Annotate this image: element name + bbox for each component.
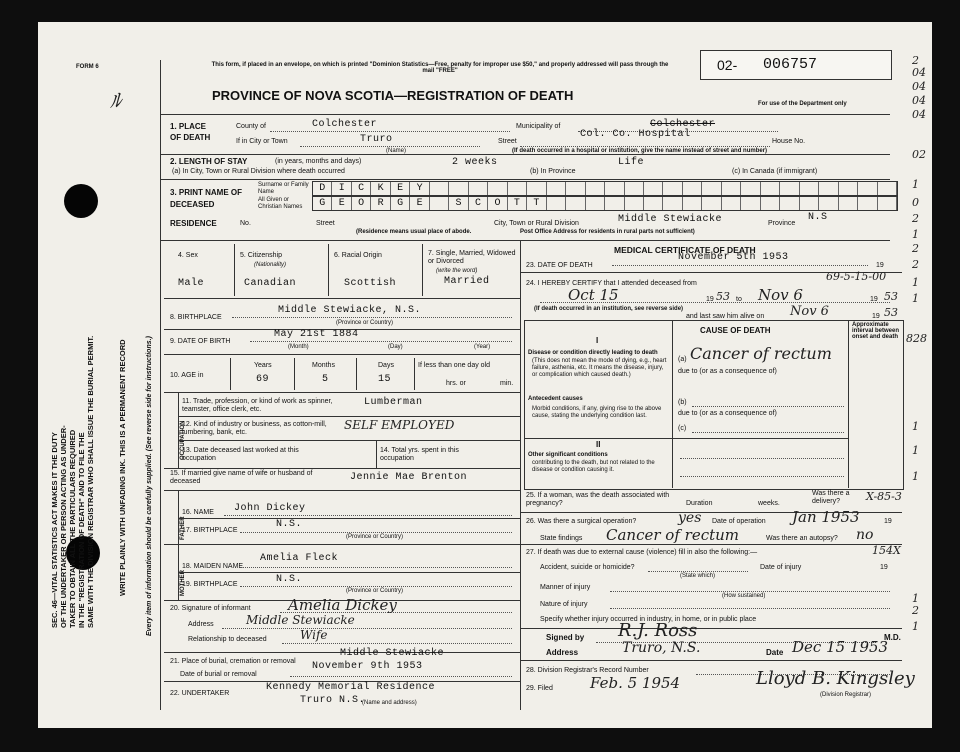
- given-letter-cell: [586, 197, 605, 210]
- marital-status-sub: (write the word): [436, 268, 478, 274]
- given-letter-cell: [741, 197, 760, 210]
- attended-label: 24. I HEREBY CERTIFY that I attended deceased from: [526, 280, 697, 287]
- date-of-death-label: 23. DATE OF DEATH: [526, 262, 593, 269]
- minutes-label: min.: [500, 380, 514, 387]
- dob-month-sub: (Month): [288, 344, 309, 350]
- given-letter-cell: [605, 197, 624, 210]
- residence-no-label: No.: [240, 220, 251, 227]
- margin-code: 1: [912, 620, 919, 633]
- handwritten-mark-corner: ﾙ: [110, 89, 122, 114]
- side-instruction-4: IN THE "REGISTRATION OF DEATH" AND TO FILE THE: [77, 432, 86, 628]
- surname-letter-cell: K: [371, 182, 390, 195]
- stay-city-label: (a) In City, Town or Rural Division where death occurred: [172, 168, 345, 175]
- age-months-label: Months: [312, 362, 335, 369]
- nature-of-injury-label: Nature of injury: [540, 601, 588, 608]
- surname-letter-cell: [488, 182, 507, 195]
- residence-street-label: Street: [316, 220, 335, 227]
- margin-code: 1: [912, 276, 919, 289]
- sex-value: Male: [178, 278, 205, 289]
- surname-letter-cell: [741, 182, 760, 195]
- surname-letter-cell: Y: [410, 182, 429, 195]
- mother-birthplace-label: 19. BIRTHPLACE: [182, 581, 238, 588]
- margin-code: 2: [912, 242, 919, 255]
- mother-birthplace-value: N.S.: [276, 574, 303, 585]
- margin-code: 1: [912, 444, 919, 457]
- relationship-value: Wife: [300, 628, 328, 642]
- cause-a-marker: (a): [678, 356, 687, 363]
- surname-letter-cell: C: [352, 182, 371, 195]
- surname-letter-cell: [586, 182, 605, 195]
- undertaker-label: 22. UNDERTAKER: [170, 690, 230, 697]
- cause-c-marker: (c): [678, 425, 687, 432]
- margin-code: 0: [912, 196, 919, 209]
- registrar-signature: Lloyd B. Kingsley: [756, 668, 915, 689]
- surname-letter-cell: [449, 182, 468, 195]
- due-to-a-label: due to (or as a consequence of): [678, 368, 777, 375]
- date-of-birth-label: 9. DATE OF BIRTH: [170, 338, 231, 345]
- name-note: (Name): [386, 148, 407, 154]
- cause-b-marker: (b): [678, 399, 687, 406]
- margin-code: 1: [912, 228, 919, 241]
- surname-letter-cell: E: [391, 182, 410, 195]
- hospital-note: (If death occurred in a hospital or institution, give the name instead of street and number): [512, 148, 768, 154]
- citizenship-sub: (Nationality): [254, 262, 287, 268]
- mother-birthplace-sub: (Province or Country): [346, 588, 404, 594]
- surname-letter-cell: [625, 182, 644, 195]
- surname-letter-cell: [683, 182, 702, 195]
- citizenship-label: 5. Citizenship: [240, 252, 283, 259]
- attended-to-year: 53: [884, 290, 898, 303]
- surname-letter-cell: [527, 182, 546, 195]
- spouse-label: 15. If married give name of wife or husband of deceased: [170, 470, 313, 485]
- informant-address-label: Address: [188, 621, 214, 628]
- given-letter-cell: S: [449, 197, 468, 210]
- certificate-date-value: Dec 15 1953: [792, 638, 889, 656]
- spouse-value: Jennie Mae Brenton: [350, 472, 468, 483]
- autopsy-value: no: [856, 527, 874, 543]
- citizenship-value: Canadian: [244, 278, 297, 289]
- given-letter-cell: E: [332, 197, 351, 210]
- hours-label: hrs. or: [446, 380, 466, 387]
- residence-division-value: Middle Stewiacke: [618, 214, 723, 225]
- undertaker-town: Truro N.S.: [300, 695, 366, 706]
- place-of-death-label: 1. PLACE OF DEATH: [170, 122, 211, 142]
- registration-number-box: [700, 50, 892, 80]
- date-of-death-year-prefix: 19: [876, 262, 884, 269]
- given-letter-cell: O: [352, 197, 371, 210]
- side-instruction-1: SEC. 46—VITAL STATISTICS ACT MAKES IT THE DUTY: [50, 432, 59, 628]
- stay-province-label: (b) In Province: [530, 168, 576, 175]
- form-title: PROVINCE OF NOVA SCOTIA—REGISTRATION OF DEATH: [212, 88, 574, 103]
- institution-note: (If death occurred in an institution, see reverse side): [534, 306, 684, 312]
- surname-letter-cell: [508, 182, 527, 195]
- registration-prefix: 02-: [717, 57, 738, 73]
- roman-one: I: [596, 336, 599, 345]
- autopsy-label: Was there an autopsy?: [766, 535, 838, 542]
- surgical-operation-label: 26. Was there a surgical operation?: [526, 518, 637, 525]
- given-letter-cell: E: [410, 197, 429, 210]
- surname-letter-cell: [547, 182, 566, 195]
- surname-letter-cell: [702, 182, 721, 195]
- certificate-date-label: Date: [766, 648, 784, 657]
- attended-to-label: to: [736, 296, 742, 303]
- delivery-label: Was there a delivery?: [812, 490, 850, 505]
- attended-to-value: Nov 6: [758, 286, 803, 304]
- trade-value: Lumberman: [364, 397, 423, 408]
- marital-status-value: Married: [444, 276, 490, 287]
- age-months-value: 5: [322, 374, 329, 385]
- age-code-stamp: 69-5-15-00: [826, 270, 887, 283]
- father-birthplace-value: N.S.: [276, 519, 303, 530]
- given-letter-cell: [566, 197, 585, 210]
- dob-day-sub: (Day): [388, 344, 403, 350]
- given-letter-cell: G: [313, 197, 332, 210]
- surname-letter-cell: [722, 182, 741, 195]
- operation-year-prefix: 19: [884, 518, 892, 525]
- surname-letter-cell: [839, 182, 858, 195]
- age-label: 10. AGE in: [170, 372, 204, 379]
- side-instruction-7: Every item of information should be carefully supplied. (See reverse side for instructions.): [146, 336, 153, 636]
- margin-code: 828: [906, 332, 927, 345]
- given-letter-cell: [839, 197, 858, 210]
- department-use-note: For use of the Department only: [758, 101, 847, 107]
- county-label: County of: [236, 123, 266, 130]
- given-letter-cell: [547, 197, 566, 210]
- physician-address-label: Address: [546, 648, 579, 657]
- surname-letter-cell: [780, 182, 799, 195]
- father-birthplace-sub: (Province or Country): [346, 534, 404, 540]
- father-name-value: John Dickey: [234, 503, 306, 514]
- surname-letter-cell: I: [332, 182, 351, 195]
- margin-code: 2: [912, 54, 919, 67]
- given-names-grid: [312, 196, 898, 211]
- medical-certificate-title: MEDICAL CERTIFICATE OF DEATH: [614, 245, 756, 255]
- residence-note-1: (Residence means usual place of abode.: [356, 229, 472, 235]
- pregnancy-duration-label: Duration: [686, 500, 713, 507]
- birthplace-label: 8. BIRTHPLACE: [170, 314, 222, 321]
- municipality-label: Municipality of: [516, 123, 561, 130]
- margin-code: 02: [912, 148, 926, 161]
- given-letter-cell: [625, 197, 644, 210]
- attended-from-year-prefix: 19: [706, 296, 714, 303]
- given-names-label: All Given or Christian Names: [258, 197, 303, 210]
- findings-label: State findings: [540, 535, 583, 542]
- registration-number: 006757: [763, 56, 818, 73]
- industry-label: 12. Kind of industry or business, as cotton-mill, lumbering, bank, etc.: [182, 421, 327, 436]
- burial-place-label: 21. Place of burial, cremation or removal: [170, 658, 296, 665]
- stay-city-value: 2 weeks: [452, 157, 498, 168]
- given-letter-cell: O: [488, 197, 507, 210]
- surname-letter-cell: [858, 182, 877, 195]
- total-years-label: 14. Total yrs. spent in this occupation: [380, 447, 459, 462]
- margin-code: 1: [912, 178, 919, 191]
- father-side-label: FATHER: [180, 516, 186, 540]
- racial-origin-value: Scottish: [344, 278, 397, 289]
- accident-label: Accident, suicide or homicide?: [540, 564, 635, 571]
- given-letter-cell: [761, 197, 780, 210]
- antecedent-label: Antecedent causes: [528, 396, 583, 402]
- street-value: Col. Co. Hospital: [580, 129, 691, 140]
- pregnancy-weeks-label: weeks.: [758, 500, 780, 507]
- father-name-label: 16. NAME: [182, 509, 214, 516]
- racial-origin-label: 6. Racial Origin: [334, 252, 382, 259]
- margin-code: 2: [912, 604, 919, 617]
- last-seen-label: and last saw him alive on: [686, 313, 765, 320]
- given-letter-cell: [430, 197, 449, 210]
- side-instruction-5: SAME WITH THE DIVISION REGISTRAR WHO SHALL ISSUE THE BURIAL PERMIT.: [86, 335, 95, 628]
- city-label: If in City or Town: [236, 138, 288, 145]
- date-of-birth-value: May 21st 1884: [274, 329, 359, 340]
- physician-address-value: Truro, N.S.: [622, 640, 701, 656]
- informant-label: 20. Signature of informant: [170, 605, 251, 612]
- given-letter-cell: G: [391, 197, 410, 210]
- surname-letter-cell: [878, 182, 897, 195]
- filed-date-value: Feb. 5 1954: [590, 674, 681, 692]
- immediate-cause-note: (This does not mean the mode of dying, e.g., heart failure, asthenia, etc. It means the disease, injury, or complication which caused death.): [532, 358, 667, 378]
- surname-label: Surname or Family Name: [258, 182, 309, 195]
- given-letter-cell: T: [508, 197, 527, 210]
- signed-by-label: Signed by: [546, 633, 585, 642]
- length-of-stay-label: 2. LENGTH OF STAY: [170, 157, 248, 166]
- informant-signature: Amelia Dickey: [288, 596, 397, 614]
- margin-code: 04: [912, 80, 926, 93]
- given-letter-cell: [644, 197, 663, 210]
- birthplace-value: Middle Stewiacke, N.S.: [278, 305, 422, 316]
- side-instruction-3: TAKER TO OBTAIN ALL THE PARTICULARS REQUIRED: [68, 429, 77, 628]
- registrar-record-number-label: 28. Division Registrar's Record Number: [526, 667, 649, 674]
- mother-maiden-name-label: 18. MAIDEN NAME: [182, 563, 244, 570]
- date-of-death-value: November 5th 1953: [678, 252, 789, 263]
- md-label: M.D.: [884, 633, 901, 642]
- operation-date-value: Jan 1953: [792, 508, 860, 526]
- length-of-stay-desc: (in years, months and days): [275, 158, 362, 165]
- cause-a-value: Cancer of rectum: [690, 344, 832, 363]
- birthplace-sub: (Province or Country): [336, 320, 394, 326]
- name-of-deceased-label: 3. PRINT NAME OF DECEASED: [170, 188, 243, 209]
- margin-code: 2: [912, 212, 919, 225]
- margin-code: 1: [912, 470, 919, 483]
- attended-to-year-prefix: 19: [870, 296, 878, 303]
- findings-value: Cancer of rectum: [606, 526, 740, 544]
- occupation-side-label: OCCUPATION: [180, 420, 186, 460]
- antecedent-note: Morbid conditions, if any, giving rise to the above cause, stating the underlying condition last.: [532, 406, 662, 419]
- injury-date-label: Date of injury: [760, 564, 802, 571]
- given-letter-cell: [819, 197, 838, 210]
- residence-label: RESIDENCE: [170, 219, 217, 228]
- registrar-sub: (Division Registrar): [820, 692, 872, 698]
- interval-header: Approximate interval between onset and death: [852, 322, 900, 340]
- side-instruction-2: OF THE UNDERTAKER OR PERSON ACTING AS UNDER-: [59, 425, 68, 628]
- age-days-label: Days: [378, 362, 394, 369]
- informant-address-value: Middle Stewiacke: [246, 613, 355, 627]
- code-stamp-a: X-85-3: [866, 490, 902, 503]
- external-cause-label: 27. If death was due to external cause (violence) fill in also the following:—: [526, 549, 758, 556]
- given-letter-cell: [878, 197, 897, 210]
- given-letter-cell: [722, 197, 741, 210]
- surname-letter-cell: [761, 182, 780, 195]
- last-seen-year-prefix: 19: [872, 313, 880, 320]
- how-sustained-sub: (How sustained): [722, 593, 766, 599]
- attended-from-value: Oct 15: [568, 286, 619, 304]
- margin-code: 1: [912, 292, 919, 305]
- undertaker-sub: (Name and address): [362, 700, 417, 706]
- margin-code: 04: [912, 66, 926, 79]
- industry-value: SELF EMPLOYED: [344, 418, 455, 432]
- margin-code: 04: [912, 108, 926, 121]
- county-value: Colchester: [312, 119, 378, 130]
- surname-letter-cell: [819, 182, 838, 195]
- residence-province-label: Province: [768, 220, 796, 227]
- age-years-label: Years: [254, 362, 272, 369]
- surname-letter-cell: [430, 182, 449, 195]
- side-instruction-6: WRITE PLAINLY WITH UNFADING INK. THIS IS A PERMANENT RECORD: [118, 339, 127, 596]
- injury-year-prefix: 19: [880, 564, 888, 571]
- surgical-operation-value: yes: [678, 510, 702, 526]
- burial-place-value: Middle Stewiacke: [340, 648, 445, 659]
- residence-note-2: Post Office Address for residents in rural parts not sufficient): [520, 229, 695, 235]
- undertaker-value: Kennedy Memorial Residence: [266, 682, 436, 693]
- city-value: Truro: [360, 134, 393, 145]
- given-letter-cell: R: [371, 197, 390, 210]
- stay-province-value: Life: [618, 157, 645, 168]
- residence-province-value: N.S: [808, 212, 828, 223]
- surname-letter-cell: D: [313, 182, 332, 195]
- physician-signature: R.J. Ross: [618, 620, 698, 641]
- immediate-cause-label: Disease or condition directly leading to death: [528, 350, 658, 356]
- punch-hole-top: [64, 184, 98, 218]
- under-one-day-label: If less than one day old: [418, 362, 490, 369]
- pregnancy-label: 25. If a woman, was the death associated with pregnancy?: [526, 492, 670, 507]
- code-stamp-b: 154X: [872, 544, 901, 557]
- postal-note: This form, if placed in an envelope, on which is printed "Dominion Statistics—Free, penalty for improper use $50," and properly addressed will pass through the mail "FREE": [211, 62, 669, 74]
- injury-location-label: Specify whether injury occurred in industry, in home, or in public place: [540, 616, 757, 623]
- roman-two: II: [596, 440, 601, 449]
- last-seen-year: 53: [884, 306, 898, 319]
- mother-side-label: MOTHER: [180, 570, 186, 596]
- given-letter-cell: [663, 197, 682, 210]
- burial-date-label: Date of burial or removal: [180, 671, 257, 678]
- margin-code: 2: [912, 258, 919, 271]
- last-seen-date: Nov 6: [790, 304, 829, 319]
- margin-code: 1: [912, 592, 919, 605]
- given-letter-cell: T: [527, 197, 546, 210]
- residence-division-label: City, Town or Rural Division: [494, 220, 579, 227]
- age-days-value: 15: [378, 374, 392, 385]
- form-number: FORM 6: [76, 64, 99, 70]
- marital-status-label: 7. Single, Married, Widowed or Divorced: [428, 250, 516, 265]
- surname-letter-cell: [566, 182, 585, 195]
- attended-from-year: 53: [716, 290, 730, 303]
- state-which-sub: (State which): [680, 573, 716, 579]
- relationship-label: Relationship to deceased: [188, 636, 267, 643]
- trade-label: 11. Trade, profession, or kind of work as spinner, teamster, office clerk, etc.: [182, 398, 333, 413]
- age-years-value: 69: [256, 374, 270, 385]
- surname-letter-cell: [800, 182, 819, 195]
- surname-letter-cell: [644, 182, 663, 195]
- surname-letter-cell: [605, 182, 624, 195]
- operation-date-label: Date of operation: [712, 518, 766, 525]
- mother-maiden-name-value: Amelia Fleck: [260, 553, 339, 564]
- margin-code: 04: [912, 94, 926, 107]
- cause-of-death-title: CAUSE OF DEATH: [700, 326, 771, 335]
- burial-date-value: November 9th 1953: [312, 661, 423, 672]
- filed-label: 29. Filed: [526, 685, 553, 692]
- due-to-b-label: due to (or as a consequence of): [678, 410, 777, 417]
- surname-letter-cell: [469, 182, 488, 195]
- house-label: House No.: [772, 138, 806, 145]
- given-letter-cell: [780, 197, 799, 210]
- sex-label: 4. Sex: [178, 252, 198, 259]
- surname-letter-cell: [663, 182, 682, 195]
- given-letter-cell: [702, 197, 721, 210]
- father-birthplace-label: 17. BIRTHPLACE: [182, 527, 238, 534]
- given-letter-cell: [683, 197, 702, 210]
- last-worked-label: 13. Date deceased last worked at this occupation: [182, 447, 299, 462]
- other-conditions-note: contributing to the death, but not related to the disease or condition causing it.: [532, 460, 655, 473]
- given-letter-cell: [800, 197, 819, 210]
- margin-code: 1: [912, 420, 919, 433]
- given-letter-cell: C: [469, 197, 488, 210]
- stay-canada-label: (c) In Canada (if immigrant): [732, 168, 818, 175]
- other-conditions-label: Other significant conditions: [528, 452, 608, 458]
- manner-of-injury-label: Manner of injury: [540, 584, 591, 591]
- municipality-value: Colchester: [650, 119, 716, 130]
- dob-year-sub: (Year): [474, 344, 491, 350]
- surname-grid: [312, 181, 898, 196]
- street-label: Street: [498, 138, 517, 145]
- given-letter-cell: [858, 197, 877, 210]
